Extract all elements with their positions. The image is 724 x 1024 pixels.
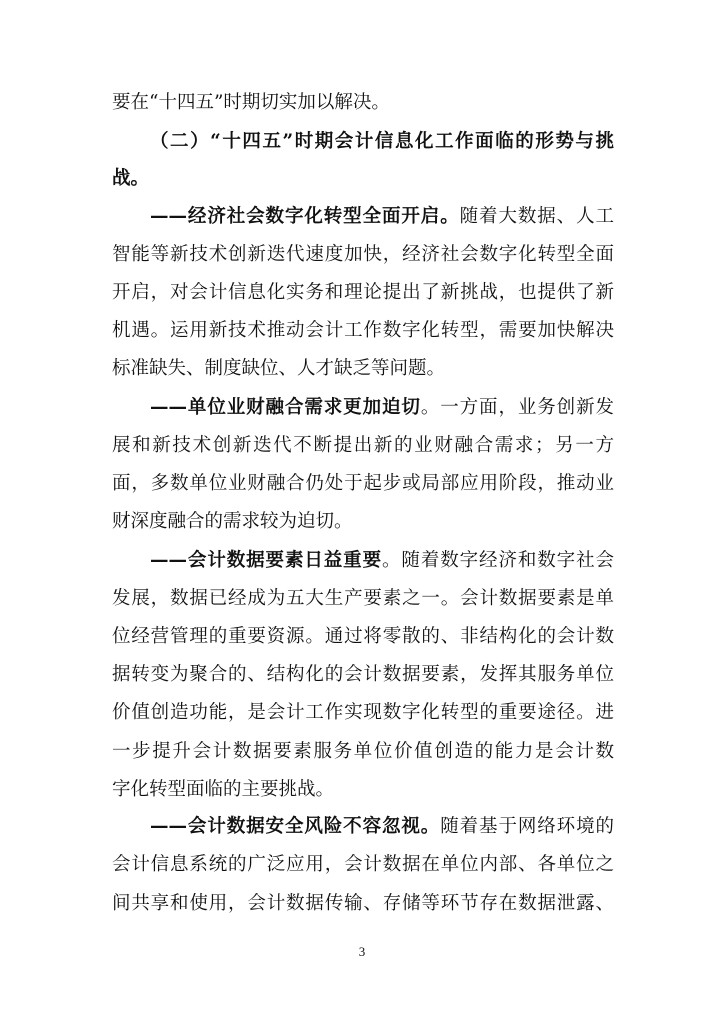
text-segment: 价值创造功能，是会计工作实现数字化转型的重要途径。进 [112, 702, 614, 723]
text-line [150, 549, 614, 573]
text-line [112, 892, 614, 916]
text-segment: 位经营管理的重要资源。通过将零散的、非结构化的会计数 [112, 626, 614, 647]
text-line [112, 243, 614, 267]
text-segment: 间共享和使用，会计数据传输、存储等环节存在数据泄露、 [112, 893, 614, 914]
text-segment: 机遇。运用新技术推动会计工作数字化转型，需要加快解决 [112, 320, 614, 341]
text-segment: 开启，对会计信息化实务和理论提出了新挑战，也提供了新 [112, 282, 614, 303]
text-line [112, 778, 614, 802]
text-line [150, 396, 614, 420]
text-line [150, 815, 614, 839]
bold-text-segment: ——经济社会数字化转型全面开启。 [150, 206, 460, 227]
bold-text-segment: ——会计数据安全风险不容忽视。 [150, 816, 441, 837]
bold-text-segment: 战。 [112, 168, 150, 189]
text-segment: 。随着数字经济和数字社会 [382, 550, 614, 571]
page-number: 3 [358, 944, 366, 959]
text-line [112, 167, 614, 191]
text-line [112, 472, 614, 496]
text-line [112, 91, 614, 115]
text-segment: 智能等新技术创新迭代速度加快，经济社会数字化转型全面 [112, 244, 614, 265]
text-segment: 面，多数单位业财融合仍处于起步或局部应用阶段，推动业 [112, 473, 614, 494]
text-segment: 据转变为聚合的、结构化的会计数据要素，发挥其服务单位 [112, 664, 614, 685]
text-segment: 字化转型面临的主要挑战。 [112, 779, 335, 800]
text-segment: 展和新技术创新迭代不断提出新的业财融合需求；另一方 [112, 435, 614, 456]
bold-text-segment: ——单位业财融合需求更加迫切 [150, 397, 421, 418]
bold-text-segment: ——会计数据要素日益重要 [150, 550, 382, 571]
text-line [112, 434, 614, 458]
text-line [112, 357, 614, 381]
bold-text-segment: （二）“十四五”时期会计信息化工作面临的形势与挑 [150, 131, 614, 152]
text-segment: 随着基于网络环境的 [440, 816, 614, 837]
text-segment: 随着大数据、人工 [459, 206, 614, 227]
text-line [112, 319, 614, 343]
text-line [150, 205, 614, 229]
text-segment: 一步提升会计数据要素服务单位价值创造的能力是会计数 [112, 741, 614, 762]
text-line [112, 701, 614, 725]
text-line [112, 587, 614, 611]
text-line [112, 663, 614, 687]
text-segment: 发展，数据已经成为五大生产要素之一。会计数据要素是单 [112, 588, 614, 609]
text-segment: 标准缺失、制度缺位、人才缺乏等问题。 [112, 358, 446, 379]
text-line [112, 281, 614, 305]
text-segment: 财深度融合的需求较为迫切。 [112, 511, 353, 532]
text-line [112, 625, 614, 649]
text-line [150, 130, 614, 154]
text-segment: 要在“十四五”时期切实加以解决。 [112, 92, 390, 113]
text-line [112, 853, 614, 877]
text-line [112, 510, 614, 534]
text-segment: 。一方面，业务创新发 [420, 397, 614, 418]
text-segment: 会计信息系统的广泛应用，会计数据在单位内部、各单位之 [112, 854, 614, 875]
text-line [112, 740, 614, 764]
